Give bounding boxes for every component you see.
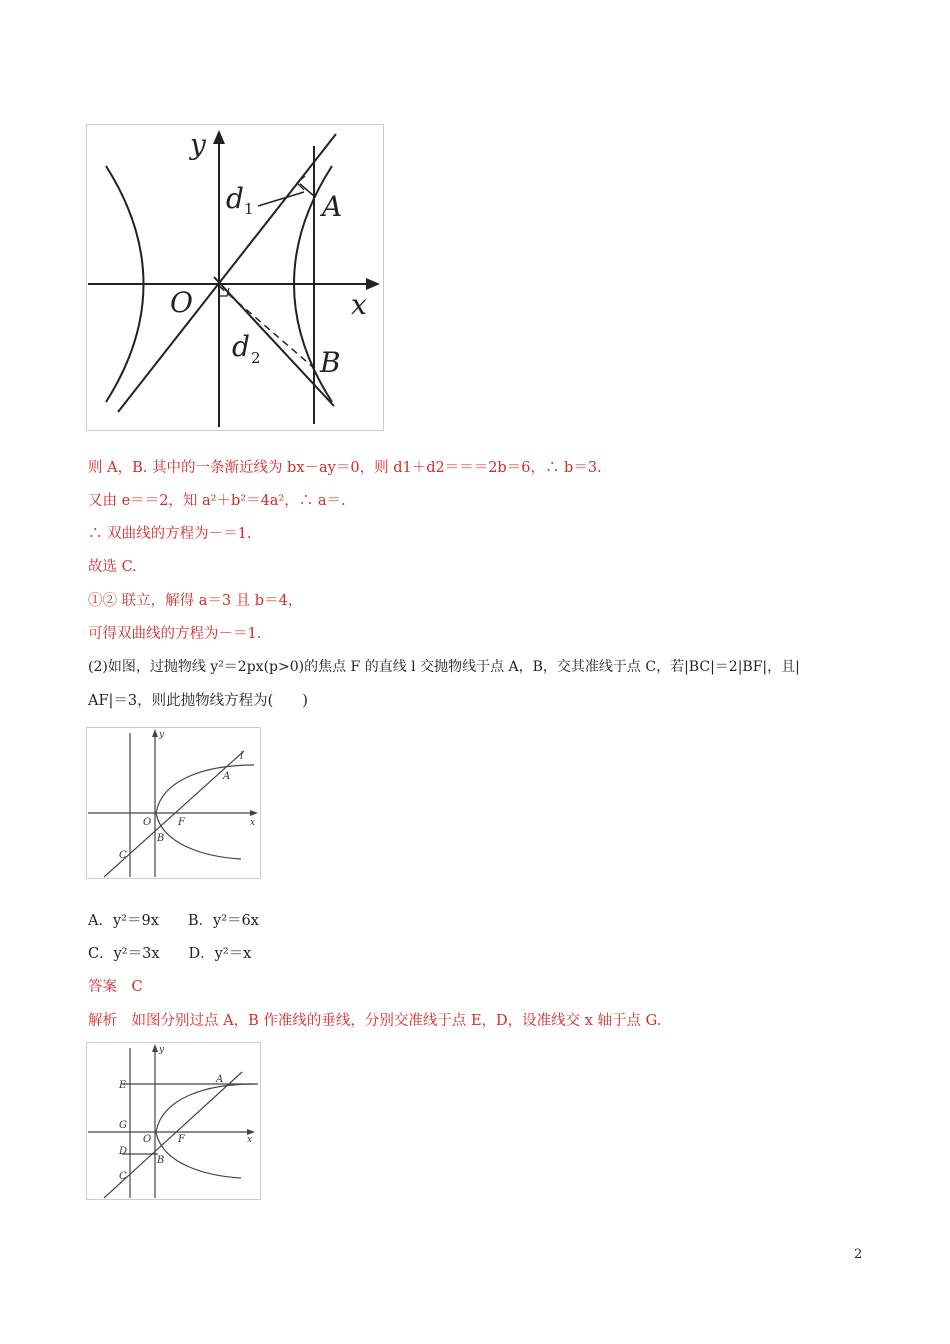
parabola-figure-2 bbox=[86, 1042, 261, 1200]
x-label: x bbox=[250, 818, 256, 828]
d2-sub-label: 2 bbox=[251, 349, 261, 367]
point-a-label: A bbox=[223, 771, 231, 782]
focus-label: F bbox=[178, 817, 185, 828]
parabola-curve bbox=[156, 1084, 254, 1178]
problem2-line-2: AF|＝3，则此抛物线方程为( ) bbox=[88, 693, 308, 709]
point-e-label: E bbox=[119, 1080, 127, 1091]
y-label: y bbox=[159, 730, 165, 740]
y-axis-arrow-icon bbox=[152, 729, 158, 737]
page-number: 2 bbox=[854, 1247, 863, 1262]
options-row-2: C．y²＝3x D．y²＝x bbox=[88, 946, 252, 962]
options-row-1: A．y²＝9x B．y²＝6x bbox=[88, 913, 259, 929]
y-label: y bbox=[190, 128, 206, 161]
point-b-label: B bbox=[157, 833, 165, 844]
origin-label: O bbox=[170, 286, 193, 319]
problem2-line-1: (2)如图，过抛物线 y²＝2px(p>0)的焦点 F 的直线 l 交抛物线于点 A，B，交其准线于点 C，若|BC|＝2|BF|，且| bbox=[88, 659, 800, 675]
d2-label: d bbox=[232, 330, 250, 363]
x-label: x bbox=[247, 1135, 253, 1145]
point-c-label: C bbox=[119, 850, 127, 861]
solution-line-4: 故选 C. bbox=[88, 559, 137, 575]
solution-line-6: 可得双曲线的方程为－＝1. bbox=[88, 626, 262, 642]
focus-label: F bbox=[178, 1134, 185, 1145]
point-c-label: C bbox=[119, 1171, 127, 1182]
d1-sub-label: 1 bbox=[244, 200, 254, 218]
y-axis-arrow-icon bbox=[152, 1044, 158, 1052]
origin-label: O bbox=[143, 817, 152, 828]
x-axis-arrow-icon bbox=[366, 278, 380, 290]
point-g-label: G bbox=[119, 1120, 127, 1131]
d1-label: d bbox=[226, 182, 244, 215]
x-axis-arrow-icon bbox=[250, 810, 258, 816]
point-d-label: D bbox=[119, 1146, 128, 1157]
perpendicular-d1 bbox=[300, 184, 314, 196]
origin-label: O bbox=[143, 1134, 152, 1145]
point-b-label: B bbox=[157, 1155, 165, 1166]
parabola-curve bbox=[156, 765, 254, 859]
y-label: y bbox=[159, 1045, 165, 1055]
asymptote bbox=[118, 134, 336, 412]
point-a-label: A bbox=[322, 190, 343, 223]
solution-line-5: ①② 联立，解得 a＝3 且 b＝4， bbox=[88, 593, 303, 609]
solution-line-1: 则 A，B. 其中的一条渐近线为 bx－ay＝0，则 d1＋d2＝＝＝2b＝6，∴ b＝3. bbox=[88, 460, 602, 476]
parabola-figure bbox=[86, 727, 261, 879]
point-a-label: A bbox=[216, 1074, 224, 1085]
solution-line-3: ∴ 双曲线的方程为－＝1. bbox=[88, 526, 252, 542]
answer-line: 答案 C bbox=[88, 979, 143, 995]
hyperbola-figure bbox=[86, 124, 384, 431]
analysis-line: 解析 如图分别过点 A，B 作准线的垂线，分别交准线于点 E，D，设准线交 x 轴于点 G. bbox=[88, 1013, 662, 1029]
solution-line-2: 又由 e＝＝2，知 a²＋b²＝4a²，∴ a＝. bbox=[88, 493, 346, 509]
point-b-label: B bbox=[320, 346, 341, 379]
y-axis-arrow-icon bbox=[213, 130, 225, 144]
x-label: x bbox=[351, 288, 367, 321]
line-l-label: l bbox=[240, 751, 244, 762]
